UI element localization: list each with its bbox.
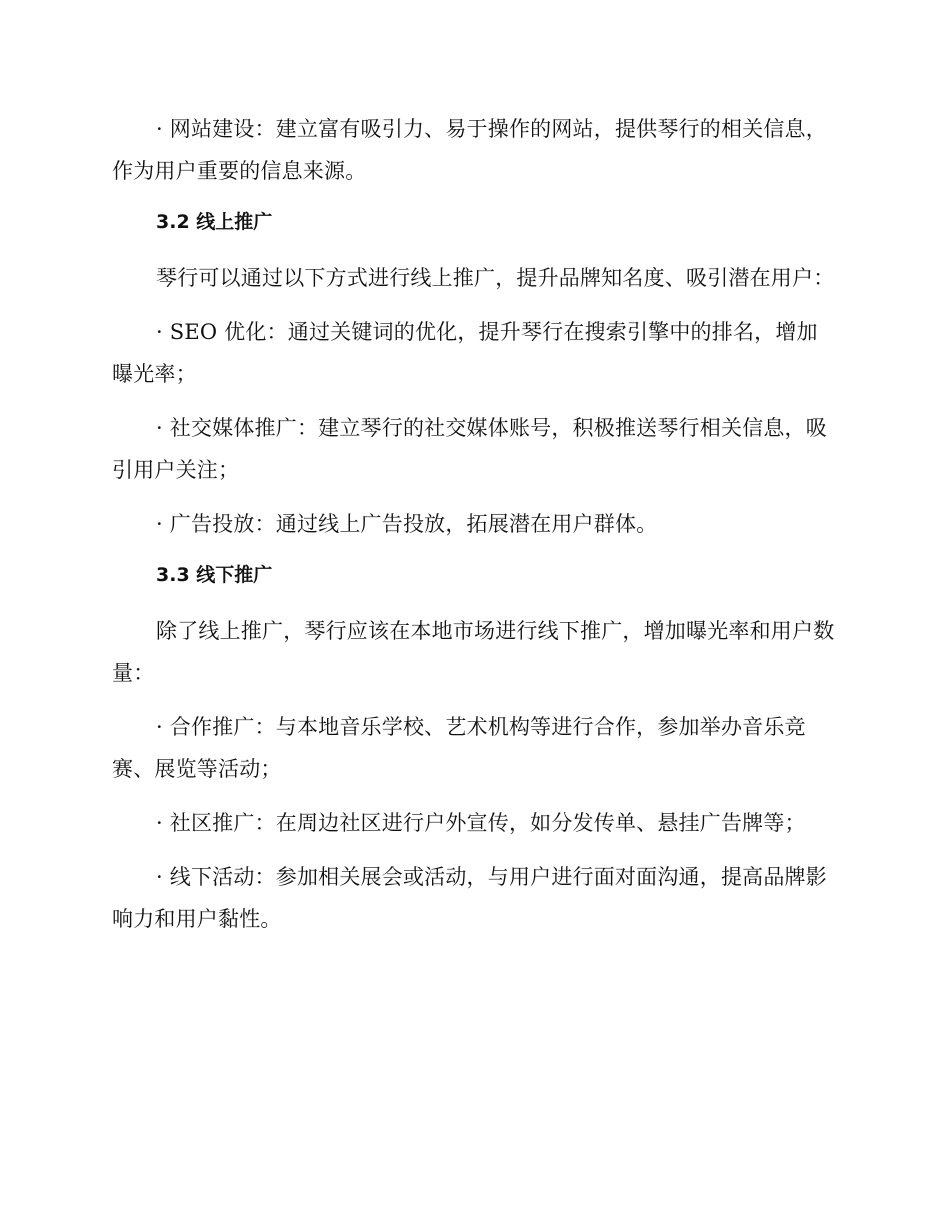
section-heading-online-promotion: 3.2 线上推广 xyxy=(156,211,273,233)
bullet-social-media: · 社交媒体推广：建立琴行的社交媒体账号，积极推送琴行相关信息，吸引用户关注； xyxy=(112,416,827,482)
bullet-community: · 社区推广：在周边社区进行户外宣传，如分发传单、悬挂广告牌等； xyxy=(156,811,806,835)
bullet-seo: · SEO 优化：通过关键词的优化，提升琴行在搜索引擎中的排名，增加曝光率； xyxy=(112,320,818,386)
paragraph-online-intro: 琴行可以通过以下方式进行线上推广，提升品牌知名度、吸引潜在用户： xyxy=(156,266,835,290)
bullet-website-building: · 网站建设：建立富有吸引力、易于操作的网站，提供琴行的相关信息，作为用户重要的信息来源。 xyxy=(112,117,827,183)
section-heading-offline-promotion: 3.3 线下推广 xyxy=(156,564,273,586)
bullet-partnership: · 合作推广：与本地音乐学校、艺术机构等进行合作，参加举办音乐竞赛、展览等活动； xyxy=(112,715,806,781)
paragraph-offline-intro: 除了线上推广，琴行应该在本地市场进行线下推广，增加曝光率和用户数量： xyxy=(112,619,835,685)
bullet-advertising: · 广告投放：通过线上广告投放，拓展潜在用户群体。 xyxy=(156,512,658,536)
bullet-offline-events: · 线下活动：参加相关展会或活动，与用户进行面对面沟通，提高品牌影响力和用户黏性。 xyxy=(112,865,827,931)
document-body xyxy=(112,108,836,952)
